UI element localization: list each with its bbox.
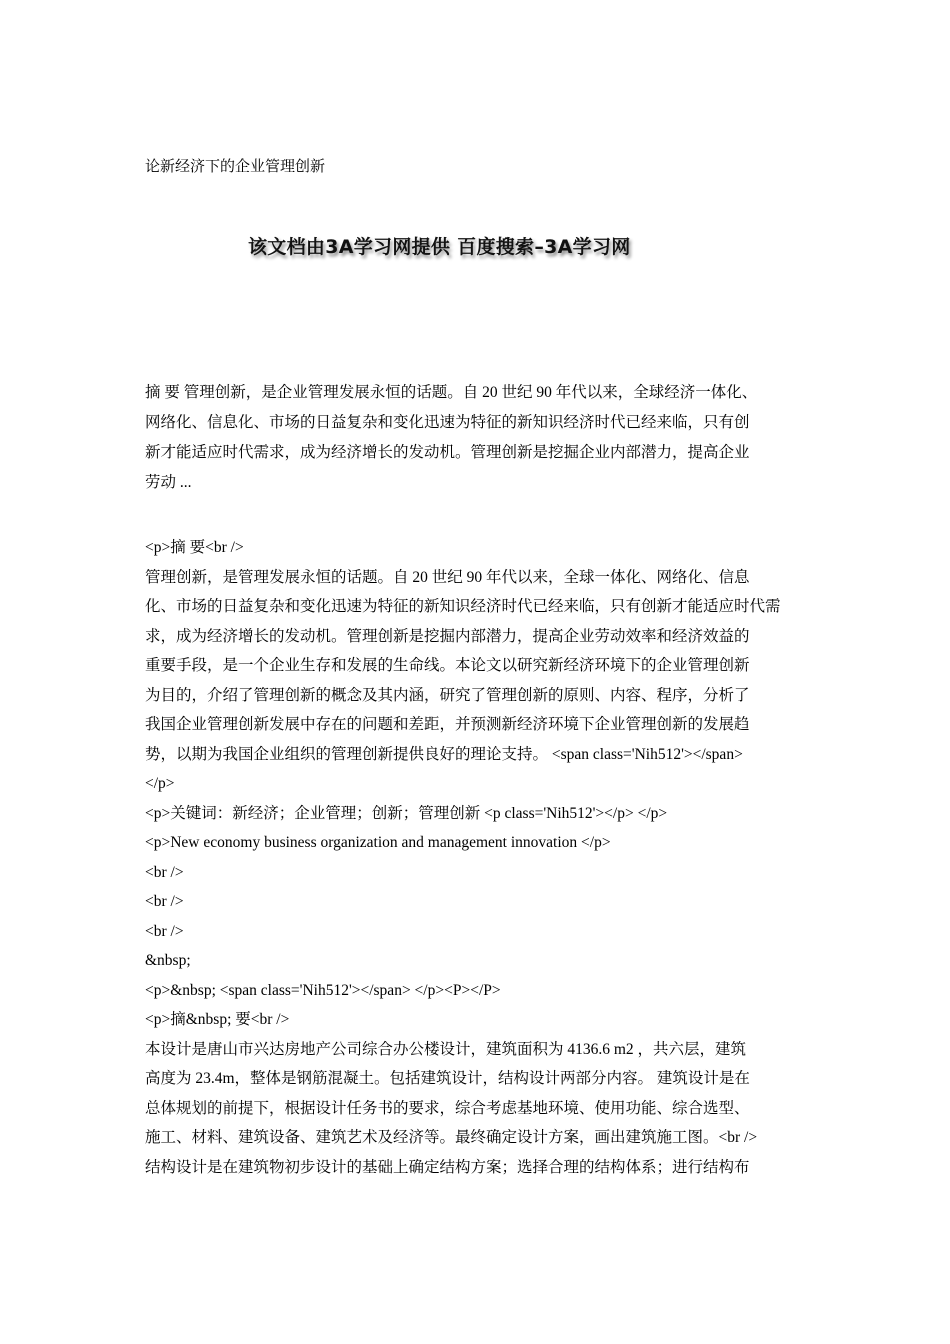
body-line: <p>摘&nbsp; 要<br /> — [145, 1011, 290, 1028]
body-line: &nbsp; — [145, 952, 191, 969]
body-line: <p>&nbsp; <span class='Nih512'></span> </p><P></P> — [145, 981, 501, 999]
body-line: </p> — [145, 775, 175, 792]
summary-line: 网络化、信息化、市场的日益复杂和变化迅速为特征的新知识经济时代已经来临，只有创 — [145, 414, 750, 431]
body-line: <br /> — [145, 922, 184, 940]
body-line: 势，以期为我国企业组织的管理创新提供良好的理论支持。 <span class='Nih512'></span> — [145, 745, 743, 763]
summary-line: 劳动 ... — [145, 474, 192, 491]
source-banner: 该文档由3A学习网提供 百度搜索–3A学习网 — [248, 236, 631, 258]
summary-line: 新才能适应时代需求，成为经济增长的发动机。管理创新是挖掘企业内部潜力，提高企业 — [145, 444, 750, 461]
body-line: <p>New economy business organization and management innovation </p> — [145, 834, 611, 851]
body-line: <p>摘 要<br /> — [145, 539, 244, 556]
body-line: <p>关键词：新经济；企业管理；创新；管理创新 <p class='Nih512'></p> </p> — [145, 804, 668, 822]
body-line: 施工、材料、建筑设备、建筑艺术及经济等。最终确定设计方案，画出建筑施工图。<br /> — [145, 1129, 758, 1146]
document-title: 论新经济下的企业管理创新 — [145, 159, 326, 175]
body-line: 本设计是唐山市兴达房地产公司综合办公楼设计，建筑面积为 4136.6 m2 ，共六层，建筑 — [145, 1040, 747, 1058]
body-line: 我国企业管理创新发展中存在的问题和差距，并预测新经济环境下企业管理创新的发展趋 — [145, 716, 750, 733]
body-line: <br /> — [145, 863, 184, 881]
body-line: 重要手段，是一个企业生存和发展的生命线。本论文以研究新经济环境下的企业管理创新 — [145, 657, 750, 674]
body-line: 管理创新，是管理发展永恒的话题。自 20 世纪 90 年代以来，全球一体化、网络化、信息 — [145, 568, 750, 586]
body-line: 结构设计是在建筑物初步设计的基础上确定结构方案；选择合理的结构体系；进行结构布 — [145, 1158, 750, 1176]
body-line: 总体规划的前提下，根据设计任务书的要求，综合考虑基地环境、使用功能、综合选型、 — [145, 1099, 750, 1117]
body-line: 化、市场的日益复杂和变化迅速为特征的新知识经济时代已经来临，只有创新才能适应时代需 — [145, 598, 781, 615]
body-line: 为目的，介绍了管理创新的概念及其内涵，研究了管理创新的原则、内容、程序，分析了 — [145, 686, 750, 704]
abstract-summary — [145, 378, 810, 498]
summary-line: 摘 要 管理创新，是企业管理发展永恒的话题。自 20 世纪 90 年代以来，全球经济一体化、 — [145, 384, 758, 401]
raw-html-body — [145, 533, 815, 1182]
body-line: 求，成为经济增长的发动机。管理创新是挖掘内部潜力，提高企业劳动效率和经济效益的 — [145, 627, 750, 645]
body-line: 高度为 23.4m，整体是钢筋混凝土。包括建筑设计，结构设计两部分内容。 建筑设计是在 — [145, 1070, 750, 1087]
body-line: <br /> — [145, 893, 184, 910]
